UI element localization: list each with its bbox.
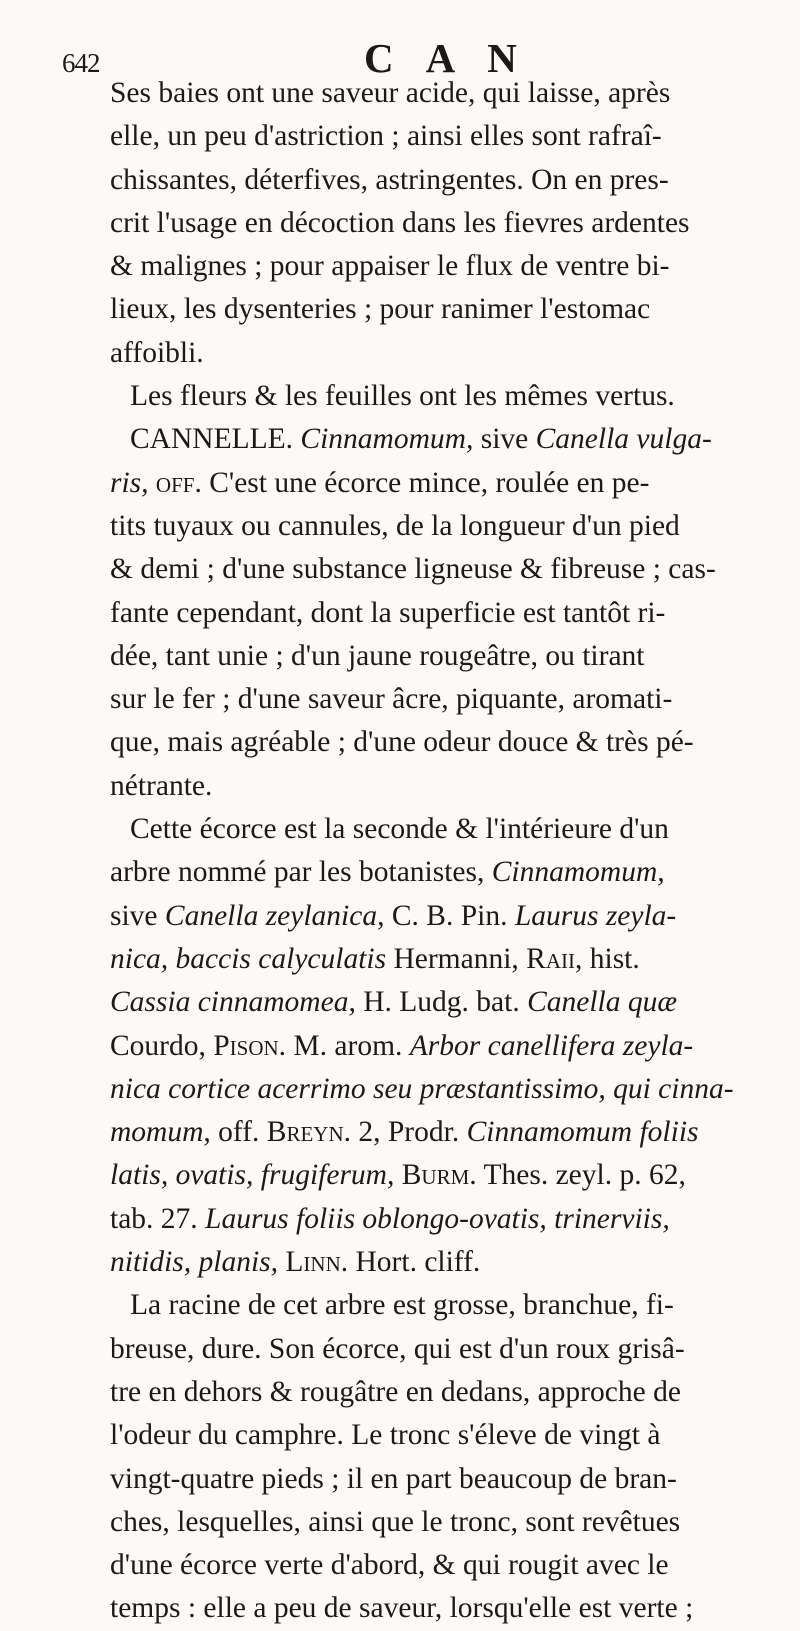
- text-run: Burm.: [401, 1159, 477, 1192]
- text-run: tre en dehors & rougâtre en dedans, approche de: [110, 1375, 681, 1408]
- text-run: Hort. cliff.: [348, 1246, 481, 1279]
- text-run: nitidis, planis,: [110, 1246, 279, 1279]
- text-line: [110, 332, 790, 375]
- text-run: breuse, dure. Son écorce, qui est d'un roux grisâ-: [110, 1332, 685, 1365]
- text-run: tab. 27.: [110, 1202, 206, 1235]
- text-line: [110, 115, 790, 158]
- text-run: Cassia cinnamomea,: [110, 986, 356, 1019]
- text-line: [110, 765, 790, 808]
- text-line: [110, 1414, 790, 1457]
- text-run: Breyn.: [266, 1116, 352, 1149]
- text-run: [394, 1159, 401, 1191]
- text-run: off.: [210, 1116, 267, 1149]
- text-run: hist.: [582, 942, 640, 975]
- text-run: arbre nommé par les botanistes,: [110, 856, 492, 889]
- text-line: [110, 938, 790, 981]
- text-run: & demi ; d'une substance ligneuse & fibreuse ; cas-: [110, 553, 716, 586]
- text-line: [110, 635, 790, 678]
- text-run: & malignes ; pour appaiser le flux de ventre bi-: [110, 250, 670, 283]
- text-run: crit l'usage en décoction dans les fievres ardentes: [110, 206, 690, 239]
- text-run: Canella zeylanica,: [164, 899, 385, 932]
- text-run: chissantes, déterfives, astringentes. On en pres-: [110, 163, 669, 196]
- text-run: Les fleurs & les feuilles ont les mêmes vertus.: [130, 380, 675, 413]
- body-text: [110, 72, 790, 1631]
- text-run: momum,: [110, 1116, 211, 1149]
- text-run: lieux, les dysenteries ; pour ranimer l'estomac: [110, 293, 651, 326]
- text-line: [110, 678, 790, 721]
- text-line: [110, 1458, 790, 1501]
- text-run: Laurus zeyla-: [514, 899, 677, 932]
- text-run: 2, Prodr.: [351, 1116, 467, 1149]
- text-line: [110, 1111, 790, 1154]
- text-run: Laurus foliis oblongo-ovatis, trinerviis,: [205, 1202, 670, 1235]
- text-run: ris,: [110, 466, 149, 499]
- text-run: Canella quæ: [527, 986, 678, 1019]
- text-line: [110, 245, 790, 288]
- text-line: [110, 505, 790, 548]
- text-run: Cinnamomum,: [300, 423, 474, 456]
- text-line: [110, 1241, 790, 1284]
- running-head: C A N: [364, 35, 529, 81]
- text-run: sur le fer ; d'une saveur âcre, piquante, aromati-: [110, 683, 673, 716]
- text-line: [110, 1587, 790, 1630]
- text-run: l'odeur du camphre. Le tronc s'éleve de vingt à: [110, 1419, 661, 1452]
- text-line: [110, 375, 790, 418]
- text-run: Raii,: [526, 942, 583, 975]
- text-run: sive: [473, 423, 536, 456]
- text-run: Ses baies ont une saveur acide, qui laisse, après: [110, 77, 671, 109]
- text-run: que, mais agréable ; d'une odeur douce & très pé-: [110, 726, 694, 759]
- text-run: M. arom.: [286, 1029, 410, 1062]
- text-run: off.: [155, 466, 202, 499]
- text-run: nétrante.: [110, 769, 213, 802]
- text-run: Arbor canellifera zeyla-: [409, 1029, 694, 1062]
- text-line: [110, 1544, 790, 1587]
- text-run: Linn.: [285, 1246, 349, 1279]
- text-line: [110, 1068, 790, 1111]
- text-run: [149, 467, 156, 499]
- text-run: temps : elle a peu de saveur, lorsqu'elle est verte ;: [110, 1592, 694, 1625]
- text-run: Cinnamomum,: [491, 856, 665, 889]
- text-line: [110, 981, 790, 1024]
- text-line: [110, 418, 790, 461]
- text-run: Thes. zeyl. p. 62,: [476, 1159, 686, 1192]
- text-run: affoibli.: [110, 336, 204, 369]
- text-run: d'une écorce verte d'abord, & qui rougit avec le: [110, 1549, 669, 1582]
- text-run: latis, ovatis, frugiferum,: [110, 1159, 395, 1192]
- page-header: [0, 14, 800, 81]
- text-run: C'est une écorce mince, roulée en pe-: [201, 466, 650, 499]
- text-line: [110, 72, 790, 115]
- text-line: [110, 721, 790, 764]
- text-line: [110, 1284, 790, 1327]
- text-run: CANNELLE.: [130, 423, 301, 456]
- text-line: [110, 288, 790, 331]
- text-line: [110, 851, 790, 894]
- text-line: [110, 808, 790, 851]
- text-run: La racine de cet arbre est grosse, branchue, fi-: [130, 1289, 674, 1322]
- text-run: nica cortice acerrimo seu præstantissimo, qui cinna-: [110, 1072, 734, 1105]
- text-line: [110, 1198, 790, 1241]
- text-line: [110, 1328, 790, 1371]
- text-run: tits tuyaux ou cannules, de la longueur d'un pied: [110, 509, 680, 542]
- text-line: [110, 1154, 790, 1197]
- text-line: [110, 548, 790, 591]
- text-run: Pison.: [213, 1029, 287, 1062]
- text-line: [110, 159, 790, 202]
- text-run: fante cependant, dont la superficie est tantôt ri-: [110, 596, 666, 629]
- text-run: dée, tant unie ; d'un jaune rougeâtre, ou tirant: [110, 639, 645, 672]
- text-run: elle, un peu d'astriction ; ainsi elles sont rafraî-: [110, 120, 662, 153]
- text-run: H. Ludg. bat.: [355, 986, 528, 1019]
- text-line: [110, 202, 790, 245]
- text-line: [110, 1501, 790, 1544]
- text-run: vingt-quatre pieds ; il en part beaucoup de bran-: [110, 1462, 677, 1495]
- text-run: Courdo,: [110, 1029, 214, 1062]
- text-run: Hermanni,: [386, 942, 527, 975]
- text-line: [110, 592, 790, 635]
- text-line: [110, 462, 790, 505]
- text-run: C. B. Pin.: [384, 899, 515, 932]
- text-line: [110, 1025, 790, 1068]
- text-run: Canella vulga-: [535, 423, 712, 456]
- text-line: [110, 1371, 790, 1414]
- text-run: sive: [110, 899, 165, 932]
- text-run: nica, baccis calyculatis: [110, 942, 387, 975]
- page-number: 642: [62, 48, 100, 78]
- text-line: [110, 895, 790, 938]
- text-run: Cette écorce est la seconde & l'intérieure d'un: [130, 813, 669, 846]
- text-run: ches, lesquelles, ainsi que le tronc, sont revêtues: [110, 1505, 681, 1538]
- text-run: Cinnamomum foliis: [466, 1116, 699, 1149]
